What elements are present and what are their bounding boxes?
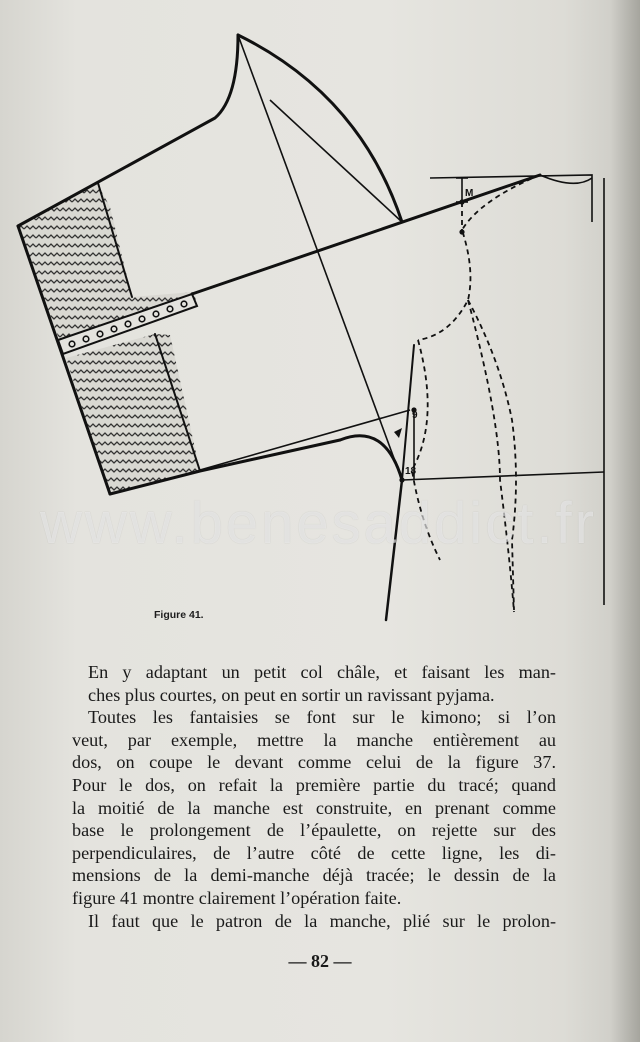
shoulder-line xyxy=(192,175,540,294)
text-line: la moitié de la manche est construite, en prenant comme xyxy=(72,797,556,818)
front-dashed-armhole xyxy=(418,175,540,340)
knit-cuff-upper xyxy=(18,183,196,342)
back-sleeve-curve xyxy=(238,35,402,222)
point-label-m: M xyxy=(465,188,474,199)
paragraph-2 xyxy=(72,706,556,909)
text-line: Toutes les fantaisies se font sur le kimono; si l’on xyxy=(88,707,556,728)
text-line: perpendiculaires, de l’autre côté de cette ligne, les di- xyxy=(72,842,556,863)
point-label-18: 18 xyxy=(405,466,417,477)
page-number: — 82 — xyxy=(288,951,352,971)
text-line: En y adaptant un petit col châle, et faisant les man- xyxy=(88,662,556,682)
knit-cuff-lower xyxy=(66,334,200,494)
text-line: Pour le dos, on refait la première partie du tracé; quand xyxy=(72,774,556,795)
figure-caption: Figure 41. xyxy=(154,609,204,621)
centre-diagonal xyxy=(238,35,402,480)
text-line: figure 41 montre clairement l’opération faite. xyxy=(72,887,402,908)
text-line: dos, on coupe le devant comme celui de la figure 37. xyxy=(72,752,556,773)
paragraph-1 xyxy=(88,661,556,706)
text-line: Il faut que le patron de la manche, plié sur le prolon- xyxy=(88,910,556,931)
text-line: base le prolongement de l’épaulette, on rejette sur des xyxy=(72,820,556,841)
text-line: ches plus courtes, on peut en sortir un ravissant pyjama. xyxy=(88,684,495,705)
watermark: www.benesaddict.fr xyxy=(40,491,597,556)
sleeve-upper-edge xyxy=(18,35,238,226)
underarm-curve xyxy=(340,436,402,480)
point-label-9: 9 xyxy=(412,410,418,421)
page-edge-shadow xyxy=(610,0,640,1042)
text-line: veut, par exemple, mettre la manche entièrement au xyxy=(72,729,556,750)
body-text xyxy=(72,661,556,932)
text-line: mensions de la demi-manche déjà tracée; le dessin de la xyxy=(72,865,556,886)
paragraph-3 xyxy=(88,910,556,933)
